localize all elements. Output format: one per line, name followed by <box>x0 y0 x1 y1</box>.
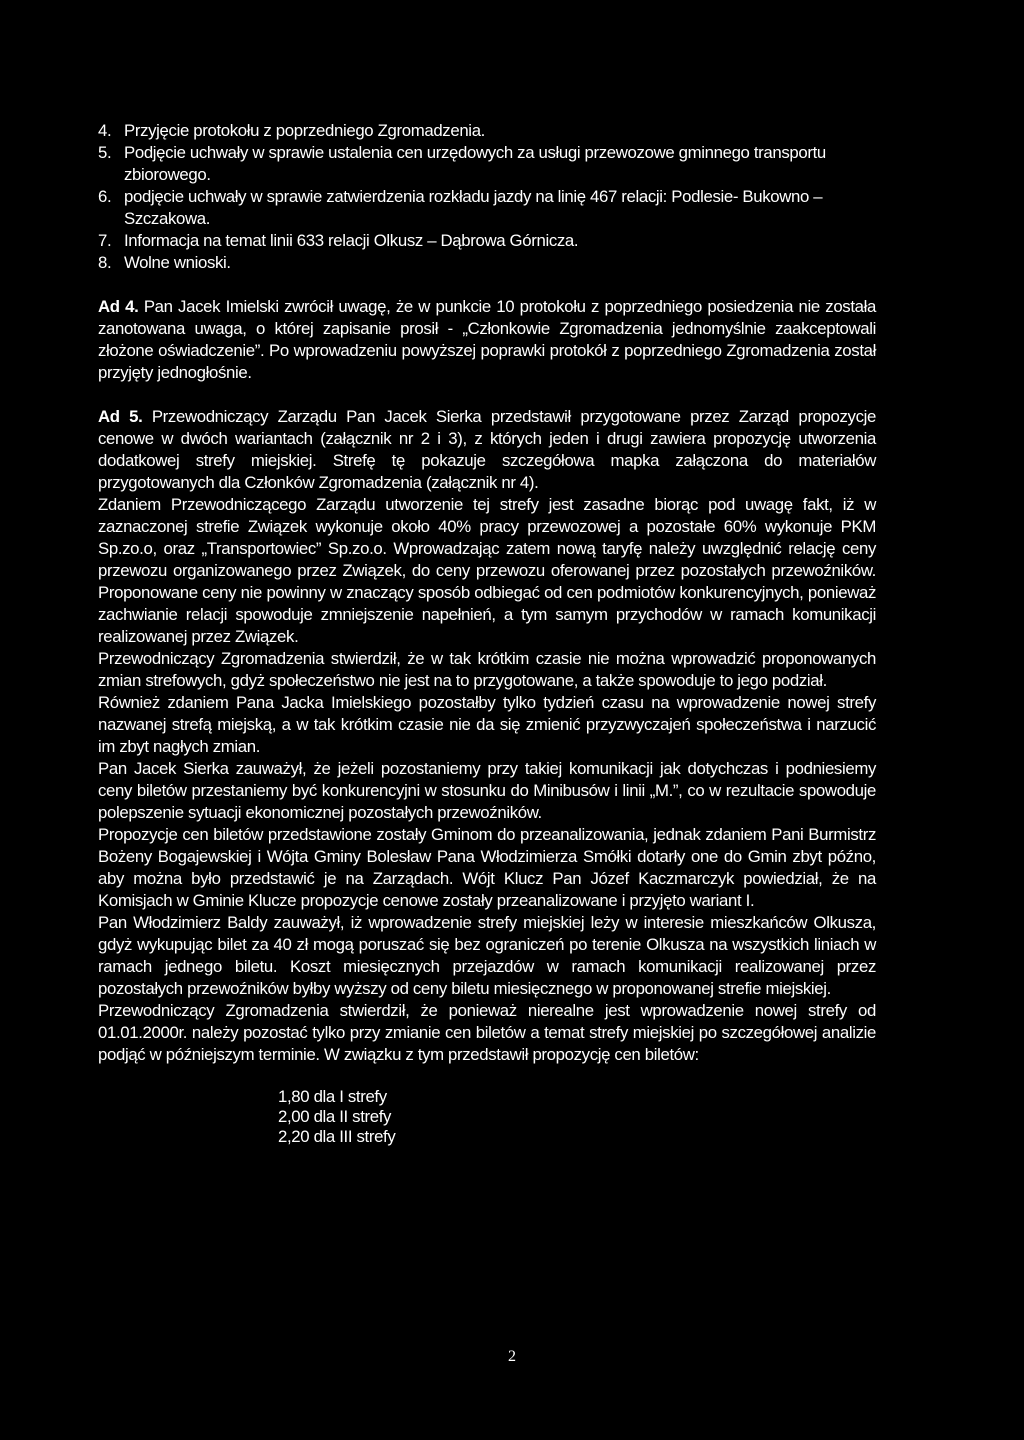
document-body <box>98 120 876 1147</box>
agenda-item-number: 5. <box>98 143 112 162</box>
agenda-item-number: 4. <box>98 121 112 140</box>
agenda-item-text: Przyjęcie protokołu z poprzedniego Zgromadzenia. <box>124 121 485 140</box>
ad5-paragraph: Pan Jacek Sierka zauważył, że jeżeli pozostaniemy przy takiej komunikacji jak dotychczas i podniesiemy ceny biletów przestaniemy być konkurencyjni w stosunku do Minibusów i linii „M.”, co w rezultacie spowoduje polepszenie sytuacji ekonomicznej pozostałych przewoźników. <box>98 759 876 822</box>
ad5-paragraph: Propozycje cen biletów przedstawione zostały Gminom do przeanalizowania, jednak zdaniem Pani Burmistrz Bożeny Bogajewskiej i Wójta Gminy Bolesław Pana Włodzimierza Smółki dotarły one do Gmin zbyt późno, aby można było przedstawić je na Zarządach. Wójt Klucz Pan Józef Kaczmarczyk powiedział, że na Komisjach w Gminie Klucze propozycje cenowe zostały przeanalizowane i przyjęto wariant I. <box>98 825 876 910</box>
ad5-label: Ad 5. <box>98 407 143 426</box>
ad4-section <box>98 296 876 384</box>
ad4-label: Ad 4. <box>98 297 139 316</box>
agenda-item-number: 8. <box>98 253 112 272</box>
agenda-item <box>98 142 876 186</box>
agenda-item <box>98 120 876 142</box>
ticket-price-item: 2,00 dla II strefy <box>278 1107 392 1126</box>
page-number: 2 <box>508 1348 516 1365</box>
agenda-item <box>98 230 876 252</box>
ad5-paragraph: Zdaniem Przewodniczącego Zarządu utworzenie tej strefy jest zasadne biorąc pod uwagę fakt, iż w zaznaczonej strefie Związek wykonuje około 40% pracy przewozowej a pozostałe 60% wykonuje PKM Sp.zo.o, oraz „Transportowiec” Sp.zo.o. Wprowadzając zatem nową taryfę należy uwzględnić relację ceny przewozu organizowanego przez Związek, do ceny przewozu oferowanej przez pozostałych przewoźników. Proponowane ceny nie powinny w znaczący sposób odbiegać od cen podmiotów konkurencyjnych, ponieważ zachwianie relacji spowoduje zmniejszenie napełnień, a tym samym przychodów w ramach komunikacji realizowanej przez Związek. <box>98 495 876 646</box>
ad4-text: Pan Jacek Imielski zwrócił uwagę, że w punkcie 10 protokołu z poprzedniego posiedzenia nie została zanotowana uwaga, o której zapisanie prosił - „Członkowie Zgromadzenia jednomyślnie zaakceptowali złożone oświadczenie”. Po wprowadzeniu powyższej poprawki protokół z poprzedniego Zgromadzenia został przyjęty jednogłośnie. <box>98 297 876 382</box>
agenda-item-text: podjęcie uchwały w sprawie zatwierdzenia rozkładu jazdy na linię 467 relacji: Podlesie- Bukowno – Szczakowa. <box>124 187 823 228</box>
ad5-first-paragraph: Przewodniczący Zarządu Pan Jacek Sierka przedstawił przygotowane przez Zarząd propozycje cenowe w dwóch wariantach (załącznik nr 2 i 3), z których jeden i drugi zawiera propozycję utworzenia dodatkowej strefy miejskiej. Strefę tę pokazuje szczegółowa mapka załączona do materiałów przygotowanych dla Członków Zgromadzenia (załącznik nr 4). <box>98 407 876 492</box>
agenda-item <box>98 186 876 230</box>
ad5-paragraph: Pan Włodzimierz Baldy zauważył, iż wprowadzenie strefy miejskiej leży w interesie mieszkańców Olkusza, gdyż wykupując bilet za 40 zł mogą poruszać się bez ograniczeń po terenie Olkusza na wszystkich liniach w ramach jednego biletu. Koszt miesięcznych przejazdów w ramach komunikacji realizowanej przez pozostałych przewoźników byłby wyższy od ceny biletu miesięcznego w proponowanej strefie miejskiej. <box>98 913 876 998</box>
agenda-item <box>98 252 876 274</box>
agenda-item-text: Informacja na temat linii 633 relacji Olkusz – Dąbrowa Górnicza. <box>124 231 579 250</box>
agenda-list <box>98 120 876 274</box>
agenda-item-text: Podjęcie uchwały w sprawie ustalenia cen urzędowych za usługi przewozowe gminnego transportu zbiorowego. <box>124 143 826 184</box>
agenda-item-number: 6. <box>98 187 112 206</box>
ticket-price-item: 2,20 dla III strefy <box>278 1127 396 1146</box>
agenda-item-number: 7. <box>98 231 112 250</box>
ad5-paragraph: Również zdaniem Pana Jacka Imielskiego pozostałby tylko tydzień czasu na wprowadzenie nowej strefy nazwanej strefą miejską, a w tak krótkim czasie nie da się zmienić przyzwyczajeń społeczeństwa i narzucić im zbyt nagłych zmian. <box>98 693 876 756</box>
ticket-price-item: 1,80 dla I strefy <box>278 1087 387 1106</box>
ad5-paragraph: Przewodniczący Zgromadzenia stwierdził, że w tak krótkim czasie nie można wprowadzić proponowanych zmian strefowych, gdyż społeczeństwo nie jest na to przygotowane, a także spowoduje to jego podział. <box>98 649 876 690</box>
agenda-item-text: Wolne wnioski. <box>124 253 231 272</box>
ticket-price-list <box>278 1087 876 1147</box>
ad5-section <box>98 406 876 494</box>
ad5-paragraph: Przewodniczący Zgromadzenia stwierdził, że ponieważ nierealne jest wprowadzenie nowej strefy od 01.01.2000r. należy pozostać tylko przy zmianie cen biletów a temat strefy miejskiej po szczegółowej analizie podjąć w późniejszym terminie. W związku z tym przedstawił propozycję cen biletów: <box>98 1001 876 1064</box>
